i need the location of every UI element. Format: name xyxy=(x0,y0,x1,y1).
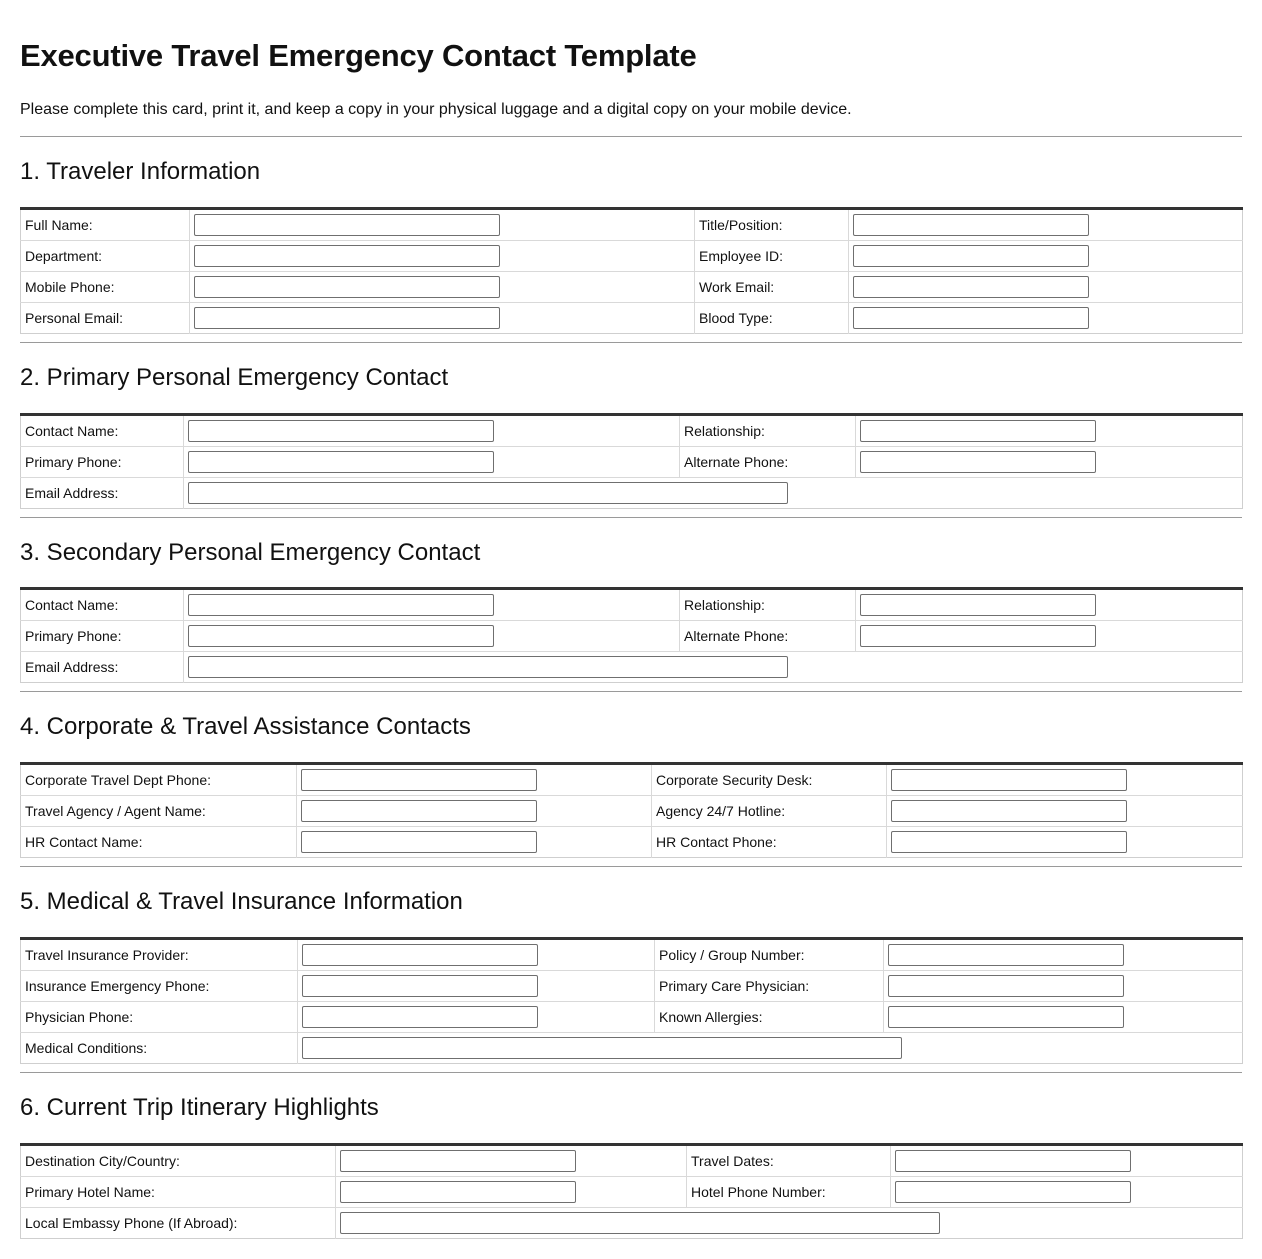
field-label: Hotel Phone Number: xyxy=(687,1177,891,1208)
divider xyxy=(20,342,1242,343)
field-label: Contact Name: xyxy=(21,589,184,621)
field-label: HR Contact Phone: xyxy=(652,827,887,858)
embassy-phone-input[interactable] xyxy=(340,1212,940,1234)
field-label: Primary Phone: xyxy=(21,621,184,652)
primary-email-input[interactable] xyxy=(188,482,788,504)
insurance-provider-input[interactable] xyxy=(302,944,538,966)
physician-phone-input[interactable] xyxy=(302,1006,538,1028)
mobile-phone-input[interactable] xyxy=(194,276,500,298)
field-label: Relationship: xyxy=(680,415,856,447)
field-label: Corporate Security Desk: xyxy=(652,764,887,796)
intro-text: Please complete this card, print it, and keep a copy in your physical luggage and a digital copy on your mobile device. xyxy=(20,101,852,118)
table-row xyxy=(21,589,1243,621)
field-label: Local Embassy Phone (If Abroad): xyxy=(21,1208,336,1239)
personal-email-input[interactable] xyxy=(194,307,500,329)
divider xyxy=(20,691,1242,692)
table-row xyxy=(21,1033,1243,1064)
table-row xyxy=(21,621,1243,652)
table-row xyxy=(21,415,1243,447)
field-label: HR Contact Name: xyxy=(21,827,297,858)
field-label: Destination City/Country: xyxy=(21,1145,336,1177)
table-row xyxy=(21,478,1243,509)
section-title-medical-insurance: 5. Medical & Travel Insurance Information xyxy=(20,888,463,915)
section-title-trip-itinerary: 6. Current Trip Itinerary Highlights xyxy=(20,1094,379,1121)
corporate-security-input[interactable] xyxy=(891,769,1127,791)
table-row xyxy=(21,764,1243,796)
field-label: Medical Conditions: xyxy=(21,1033,298,1064)
primary-contact-name-input[interactable] xyxy=(188,420,494,442)
secondary-email-input[interactable] xyxy=(188,656,788,678)
field-label: Email Address: xyxy=(21,478,184,509)
field-label: Primary Care Physician: xyxy=(655,971,884,1002)
field-label: Personal Email: xyxy=(21,303,190,334)
field-label: Travel Dates: xyxy=(687,1145,891,1177)
table-row xyxy=(21,827,1243,858)
secondary-contact-table xyxy=(20,587,1243,683)
field-label: Known Allergies: xyxy=(655,1002,884,1033)
divider xyxy=(20,517,1242,518)
table-row xyxy=(21,1145,1243,1177)
divider xyxy=(20,136,1242,137)
insurance-emergency-phone-input[interactable] xyxy=(302,975,538,997)
known-allergies-input[interactable] xyxy=(888,1006,1124,1028)
full-name-input[interactable] xyxy=(194,214,500,236)
section-title-corporate-contacts: 4. Corporate & Travel Assistance Contacts xyxy=(20,713,471,740)
field-label: Agency 24/7 Hotline: xyxy=(652,796,887,827)
hr-contact-phone-input[interactable] xyxy=(891,831,1127,853)
field-label: Mobile Phone: xyxy=(21,272,190,303)
table-row xyxy=(21,1208,1243,1239)
table-row xyxy=(21,209,1243,241)
field-label: Alternate Phone: xyxy=(680,621,856,652)
table-row xyxy=(21,796,1243,827)
field-label: Department: xyxy=(21,241,190,272)
field-label: Employee ID: xyxy=(695,241,849,272)
section-title-secondary-contact: 3. Secondary Personal Emergency Contact xyxy=(20,539,481,566)
field-label: Work Email: xyxy=(695,272,849,303)
trip-itinerary-table xyxy=(20,1143,1243,1239)
field-label: Primary Hotel Name: xyxy=(21,1177,336,1208)
secondary-alternate-phone-input[interactable] xyxy=(860,625,1096,647)
field-label: Policy / Group Number: xyxy=(655,939,884,971)
agency-hotline-input[interactable] xyxy=(891,800,1127,822)
secondary-relationship-input[interactable] xyxy=(860,594,1096,616)
field-label: Full Name: xyxy=(21,209,190,241)
table-row xyxy=(21,1002,1243,1033)
field-label: Contact Name: xyxy=(21,415,184,447)
field-label: Alternate Phone: xyxy=(680,447,856,478)
title-position-input[interactable] xyxy=(853,214,1089,236)
corporate-travel-phone-input[interactable] xyxy=(301,769,537,791)
table-row xyxy=(21,971,1243,1002)
employee-id-input[interactable] xyxy=(853,245,1089,267)
field-label: Title/Position: xyxy=(695,209,849,241)
department-input[interactable] xyxy=(194,245,500,267)
primary-alternate-phone-input[interactable] xyxy=(860,451,1096,473)
medical-conditions-input[interactable] xyxy=(302,1037,902,1059)
field-label: Email Address: xyxy=(21,652,184,683)
travel-dates-input[interactable] xyxy=(895,1150,1131,1172)
medical-insurance-table xyxy=(20,937,1243,1064)
hotel-name-input[interactable] xyxy=(340,1181,576,1203)
field-label: Insurance Emergency Phone: xyxy=(21,971,298,1002)
field-label: Corporate Travel Dept Phone: xyxy=(21,764,297,796)
blood-type-input[interactable] xyxy=(853,307,1089,329)
traveler-information-table xyxy=(20,207,1243,334)
table-row xyxy=(21,447,1243,478)
primary-relationship-input[interactable] xyxy=(860,420,1096,442)
divider xyxy=(20,1072,1242,1073)
destination-input[interactable] xyxy=(340,1150,576,1172)
work-email-input[interactable] xyxy=(853,276,1089,298)
table-row xyxy=(21,939,1243,971)
field-label: Primary Phone: xyxy=(21,447,184,478)
field-label: Relationship: xyxy=(680,589,856,621)
hotel-phone-input[interactable] xyxy=(895,1181,1131,1203)
travel-agency-input[interactable] xyxy=(301,800,537,822)
table-row xyxy=(21,652,1243,683)
secondary-phone-input[interactable] xyxy=(188,625,494,647)
corporate-contacts-table xyxy=(20,762,1243,858)
field-label: Physician Phone: xyxy=(21,1002,298,1033)
section-title-traveler-information: 1. Traveler Information xyxy=(20,158,261,185)
field-label: Travel Agency / Agent Name: xyxy=(21,796,297,827)
policy-number-input[interactable] xyxy=(888,944,1124,966)
field-label: Travel Insurance Provider: xyxy=(21,939,298,971)
section-title-primary-contact: 2. Primary Personal Emergency Contact xyxy=(20,364,449,391)
primary-phone-input[interactable] xyxy=(188,451,494,473)
table-row xyxy=(21,272,1243,303)
divider xyxy=(20,866,1242,867)
table-row xyxy=(21,303,1243,334)
page-title: Executive Travel Emergency Contact Template xyxy=(20,38,697,73)
primary-care-physician-input[interactable] xyxy=(888,975,1124,997)
table-row xyxy=(21,241,1243,272)
field-label: Blood Type: xyxy=(695,303,849,334)
secondary-contact-name-input[interactable] xyxy=(188,594,494,616)
table-row xyxy=(21,1177,1243,1208)
primary-contact-table xyxy=(20,413,1243,509)
hr-contact-name-input[interactable] xyxy=(301,831,537,853)
